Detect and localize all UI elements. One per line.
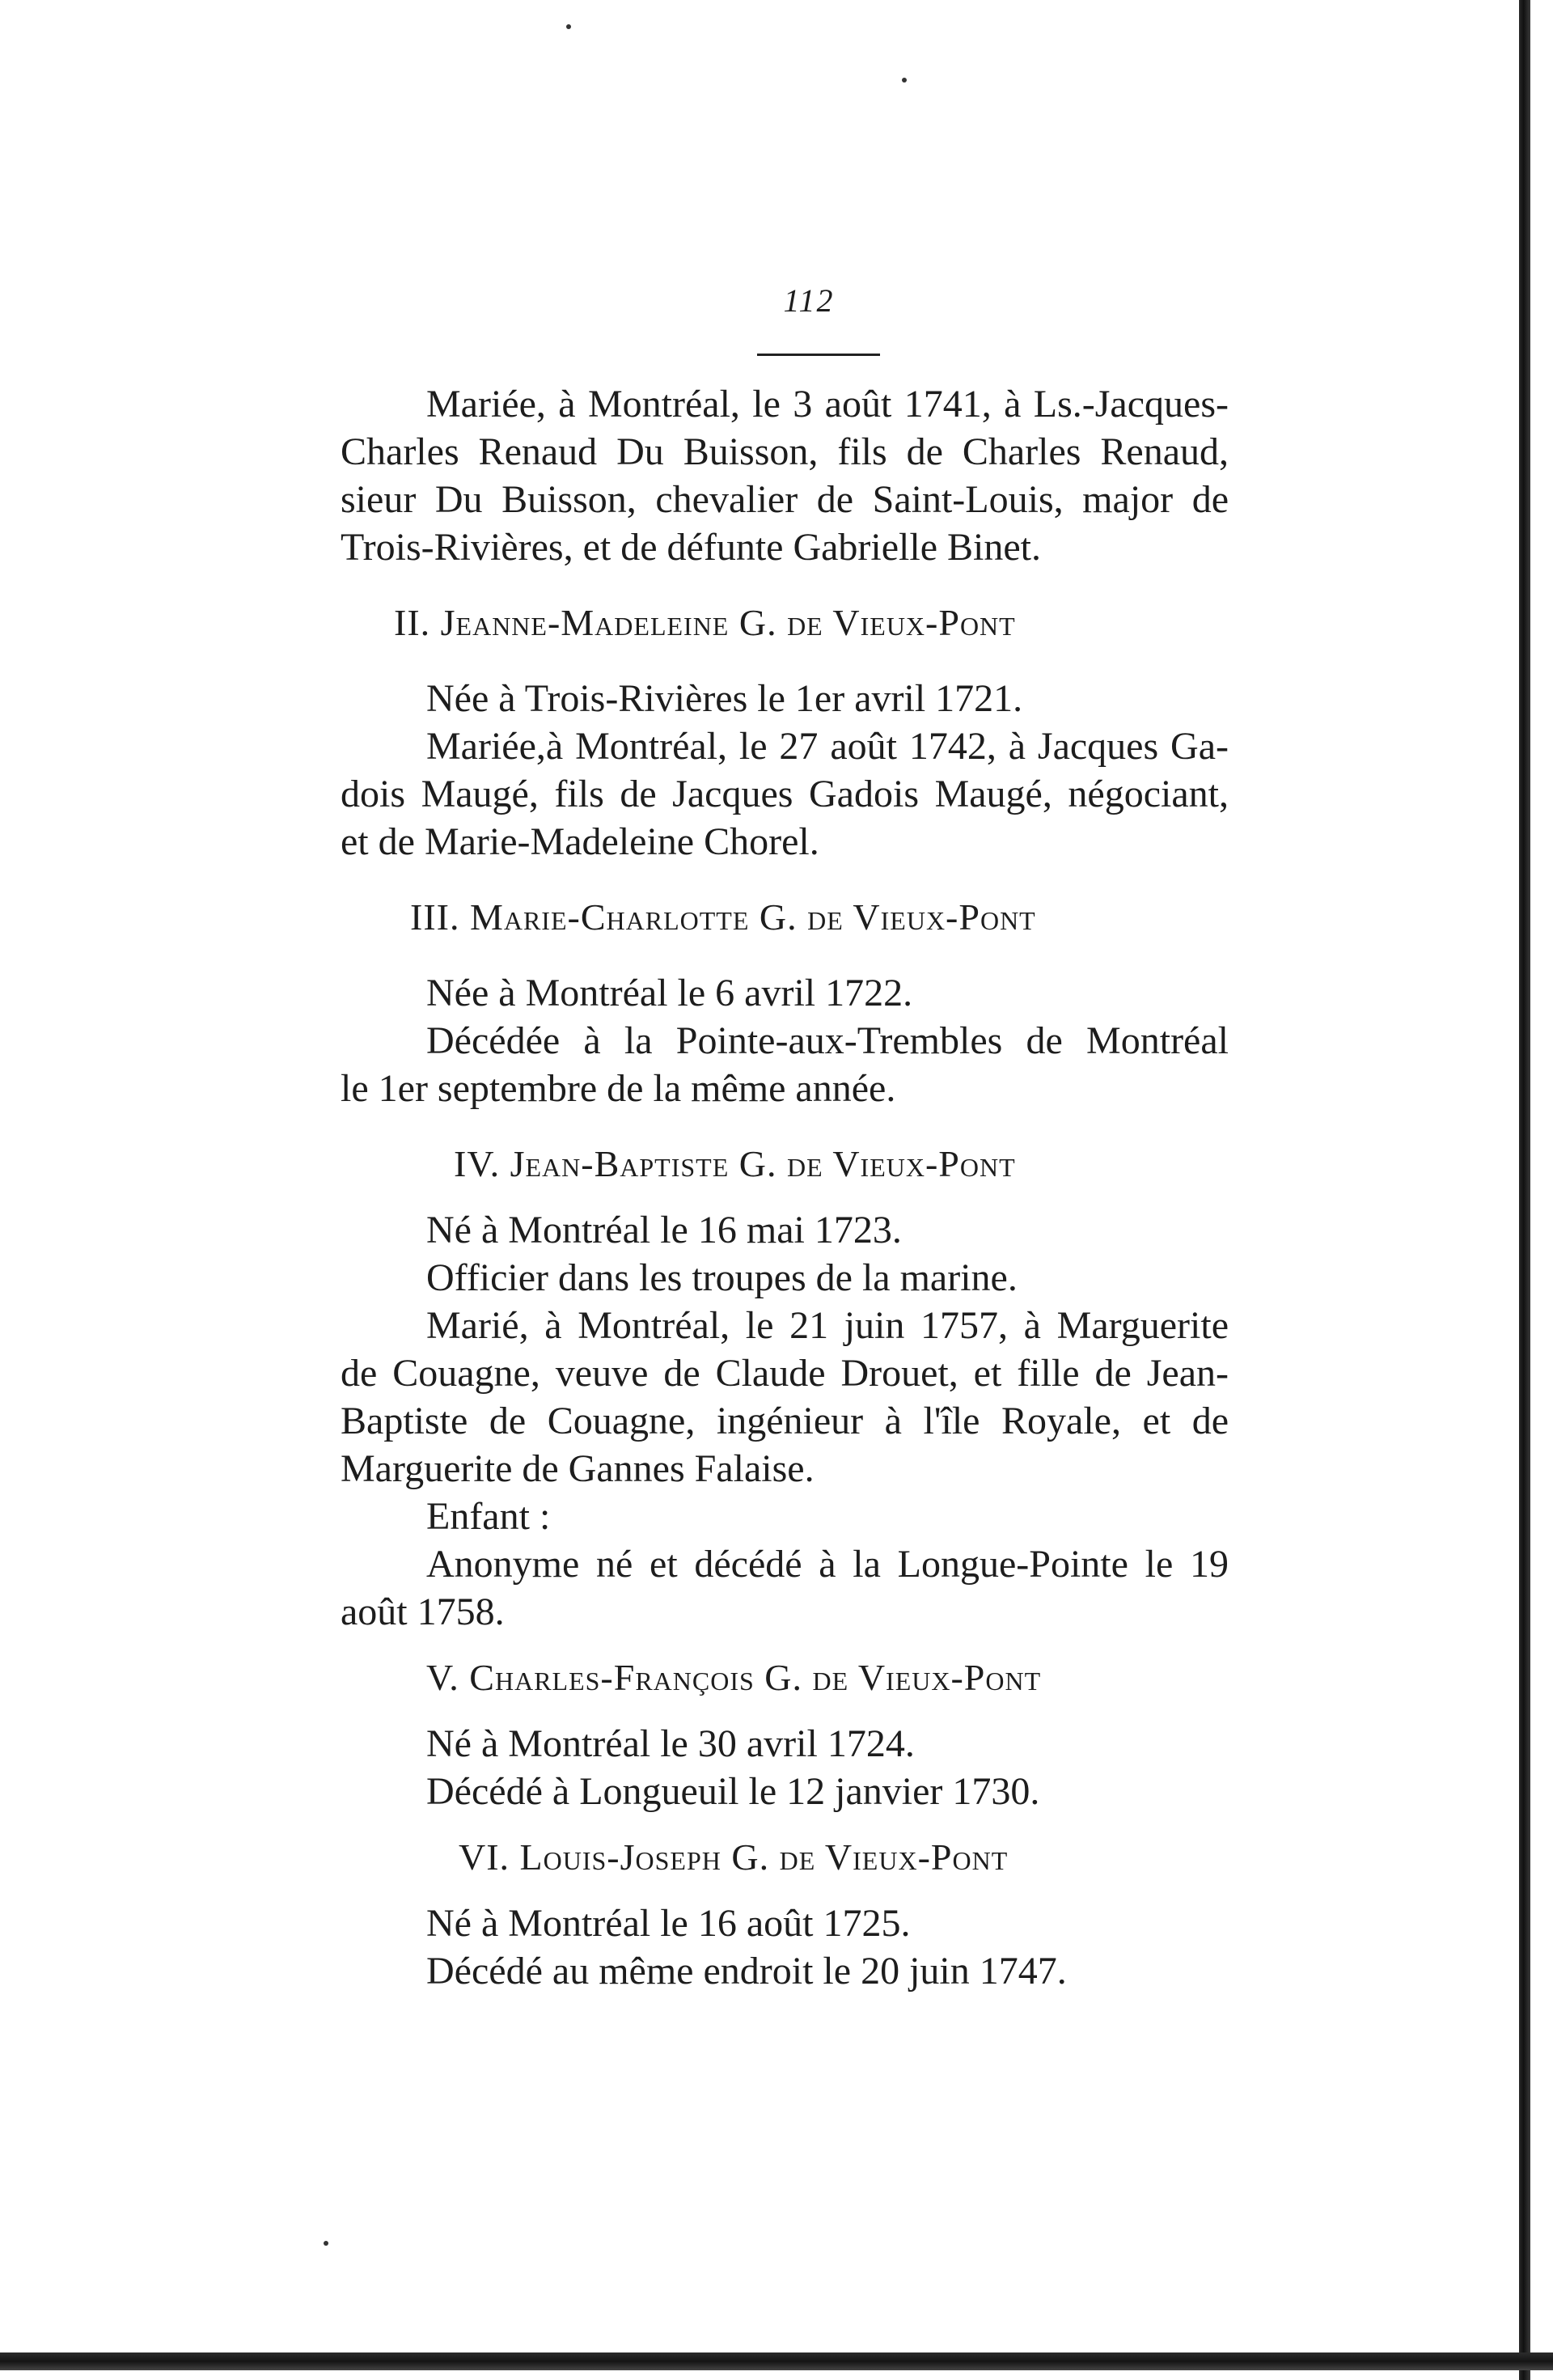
text-line: Mariée, à Montréal, le 3 août 1741, à Ls.-Jacques- <box>426 383 1229 426</box>
section-heading: IV. Jean-Baptiste G. de Vieux-Pont <box>454 1143 1016 1184</box>
section-heading: V. Charles-François G. de Vieux-Pont <box>426 1657 1042 1698</box>
page-number: 112 <box>783 282 835 319</box>
text-line: de Couagne, veuve de Claude Drouet, et fille de Jean- <box>341 1352 1229 1395</box>
text-line: sieur Du Buisson, chevalier de Saint-Louis, major de <box>341 478 1229 521</box>
text-line: Décédé au même endroit le 20 juin 1747. <box>426 1950 1067 1993</box>
text-line: Enfant : <box>426 1495 551 1538</box>
section-heading: III. Marie-Charlotte G. de Vieux-Pont <box>410 896 1036 938</box>
text-line: Née à Trois-Rivières le 1er avril 1721. <box>426 677 1023 720</box>
text-line: Née à Montréal le 6 avril 1722. <box>426 972 913 1014</box>
text-line: Mariée,à Montréal, le 27 août 1742, à Jacques Ga- <box>426 725 1229 768</box>
text-line: Baptiste de Couagne, ingénieur à l'île Royale, et de <box>341 1400 1229 1442</box>
text-line: Anonyme né et décédé à la Longue-Pointe le 19 <box>426 1543 1229 1586</box>
page-text <box>341 380 1229 1995</box>
text-line: Officier dans les troupes de la marine. <box>426 1256 1018 1299</box>
text-line: Marguerite de Gannes Falaise. <box>341 1447 815 1490</box>
section-heading: VI. Louis-Joseph G. de Vieux-Pont <box>459 1836 1009 1878</box>
text-line: Né à Montréal le 30 avril 1724. <box>426 1722 915 1765</box>
text-line: août 1758. <box>341 1590 505 1633</box>
scan-speck <box>324 2241 328 2246</box>
text-line: et de Marie-Madeleine Chorel. <box>341 820 819 863</box>
text-line: Décédée à la Pointe-aux-Trembles de Montréal <box>426 1019 1229 1062</box>
scan-speck <box>566 24 571 29</box>
text-line: Trois-Rivières, et de défunte Gabrielle Binet. <box>341 526 1042 569</box>
text-line: Né à Montréal le 16 mai 1723. <box>426 1209 902 1251</box>
text-line: le 1er septembre de la même année. <box>341 1067 896 1110</box>
section-heading: II. Jeanne-Madeleine G. de Vieux-Pont <box>394 602 1016 643</box>
header-rule <box>757 354 880 356</box>
scan-bottom-edge <box>0 2352 1553 2370</box>
text-line: dois Maugé, fils de Jacques Gadois Maugé, négociant, <box>341 773 1229 815</box>
scan-speck <box>902 78 907 83</box>
text-line: Charles Renaud Du Buisson, fils de Charles Renaud, <box>341 430 1229 473</box>
text-line: Décédé à Longueuil le 12 janvier 1730. <box>426 1770 1040 1813</box>
text-line: Marié, à Montréal, le 21 juin 1757, à Marguerite <box>426 1304 1229 1347</box>
scan-right-edge <box>1519 0 1530 2380</box>
text-line: Né à Montréal le 16 août 1725. <box>426 1902 911 1945</box>
